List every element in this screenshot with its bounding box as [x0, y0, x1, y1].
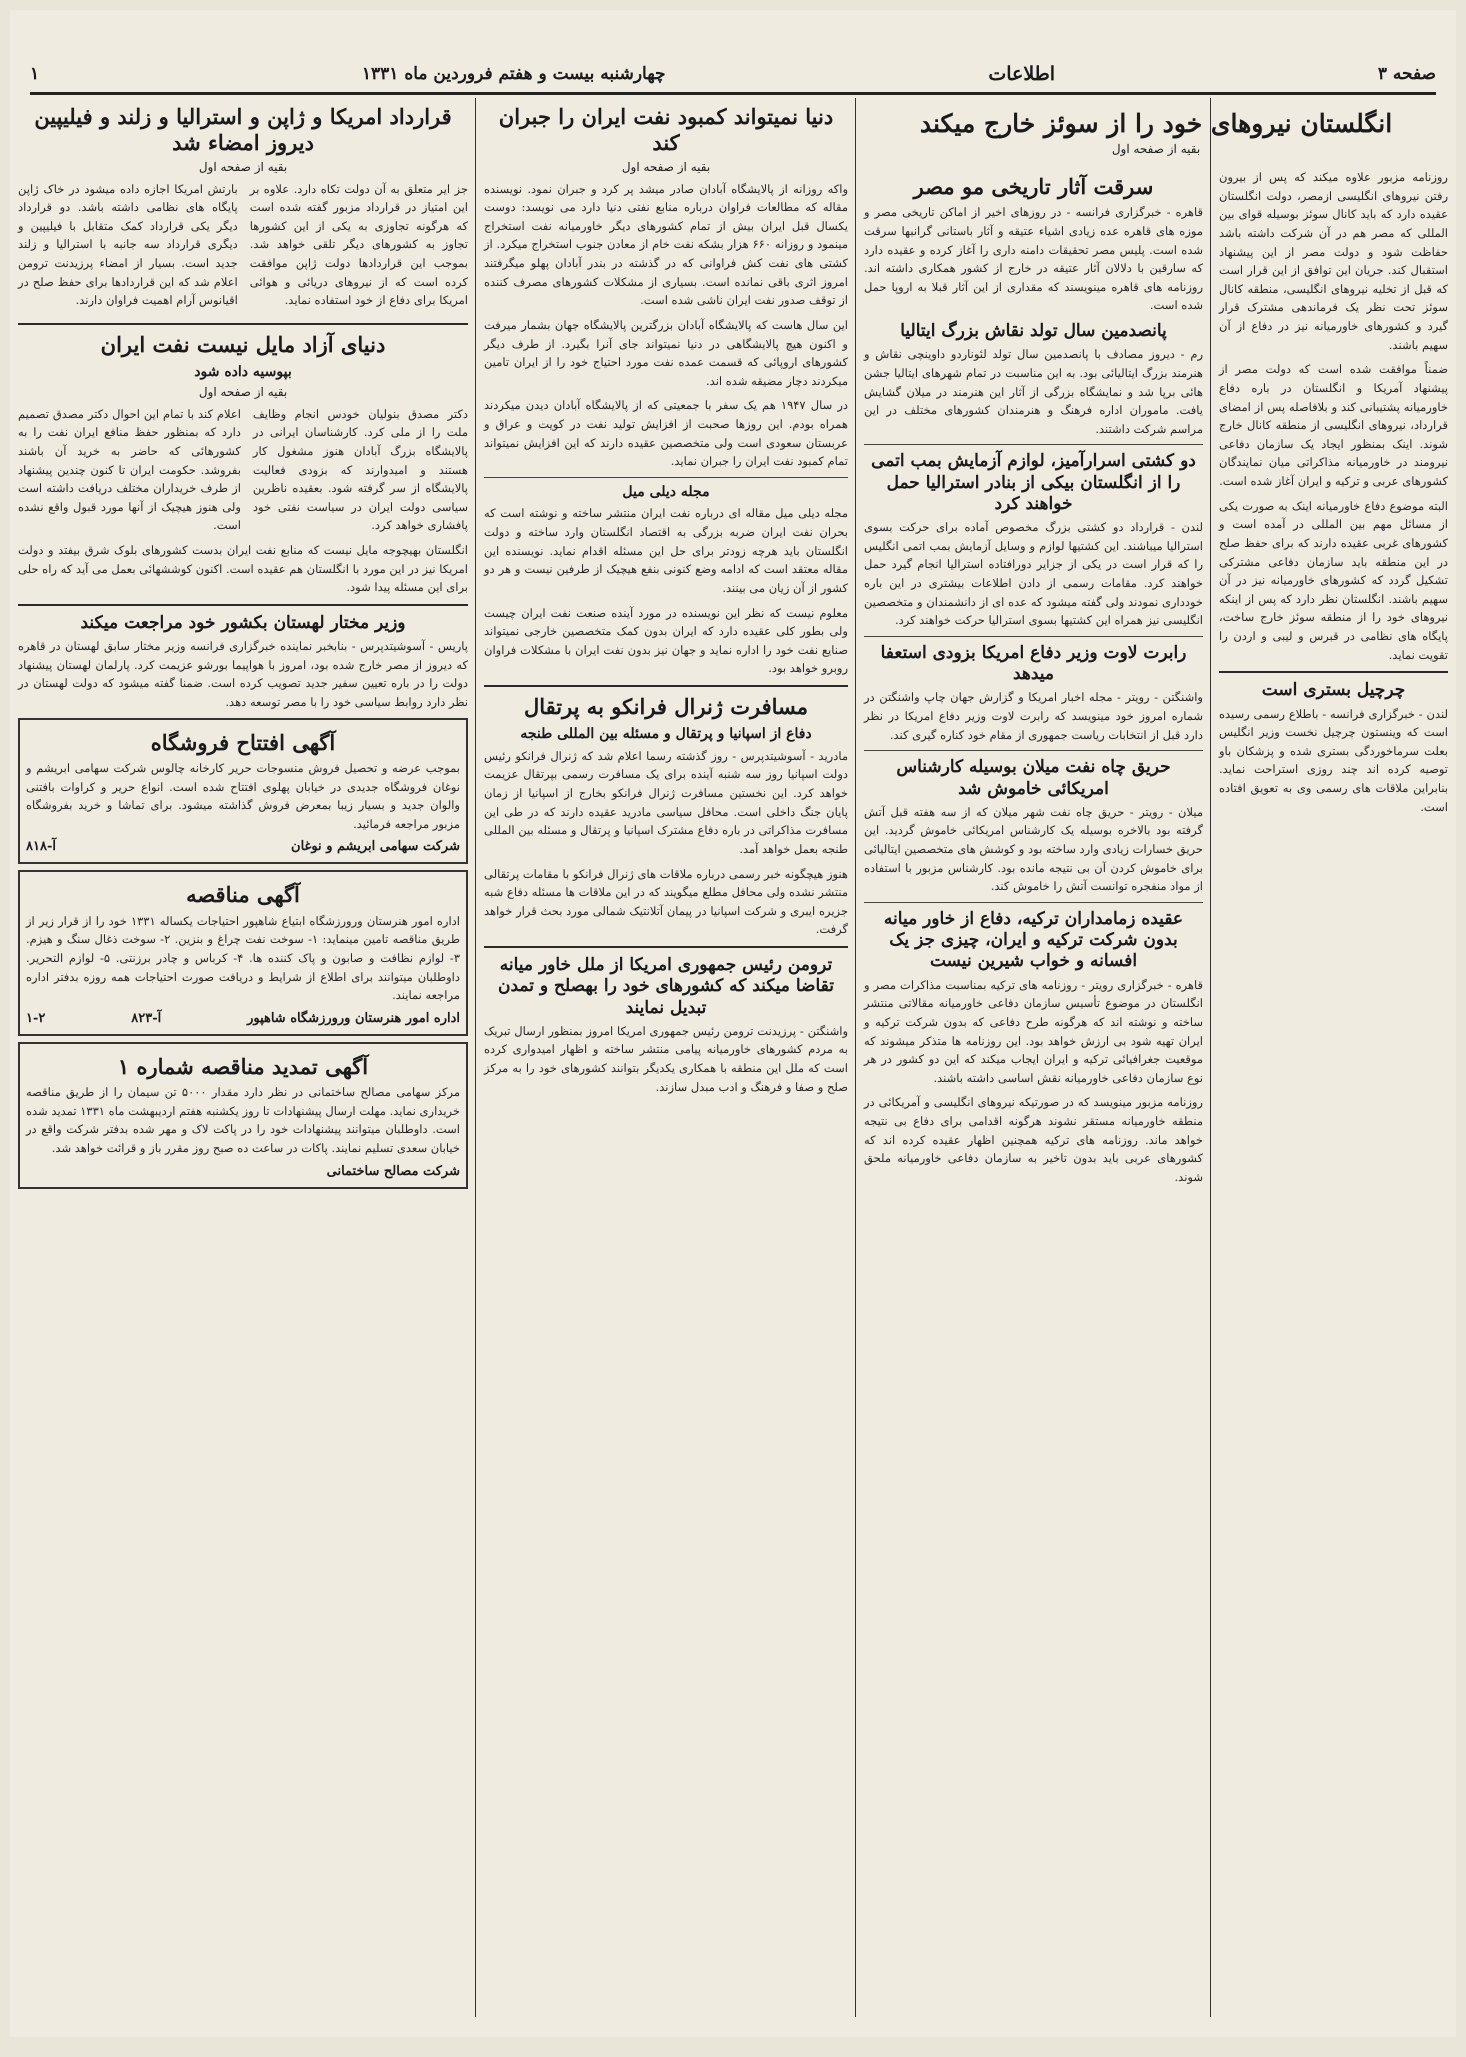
- article-body: انگلستان بهیچوجه مایل نیست که منابع نفت ایران بدست کشورهای بلوک شرق بیفتد و دولت امریکا نیز در این مورد با انگلستان هم عقیده است. اکنون کوششهائی بعمل می آید که راه حلی برای این مسئله پیدا شود.: [18, 543, 468, 595]
- article-body: دکتر مصدق بنولیان خودس انجام وظایف ملت را از ملی کرد. کارشناسان ایرانی در پالایشگاه بزرگ آبادان هنوز مشغول کار هستند و امیدوارند که بزودی فعالیت پالایشگاه از سر گرفته شود. بعقیده ناظرین سیاسی دولت ایران در سیاست نفتی خود پافشاری خواهد کرد.: [252, 406, 468, 533]
- ad-headline: آگهی تمدید مناقصه شماره ۱: [117, 1053, 369, 1079]
- article-headline: مجله دیلی میل: [622, 483, 710, 500]
- article-body: میلان - رویتر - حریق چاه نفت شهر میلان که از سه هفته قبل آتش گرفته بود بالاخره بوسیله یک کارشناس امریکائی خاموش گردید. این حریق خسارات زیادی وارد ساخته بود و کوشش های متخصصین ایتالیائی برای خاموش کردن آن بی نتیجه مانده بود. کارشناس مزبور با استفاده از مواد منفجره توانست آتش را خاموش کند.: [864, 804, 1203, 894]
- article-body: این سال هاست که پالایشگاه آبادان بزرگترین پالایشگاه جهان بشمار میرفت و اکنون هیچ پالایشگاهی در دنیا نمیتواند جای آنرا بگیرد. از طرف دیگر کشورهای اروپائی که قسمت عمده نفت مورد احتیاج خود را از ایران تامین میکردند دچار مضیقه شده اند.: [484, 317, 848, 388]
- article-headline: دنیای آزاد مایل نیست نفت ایران: [100, 331, 386, 357]
- article-body: مادرید - آسوشیتدپرس - روز گذشته رسما اعلام شد که ژنرال فرانکو رئیس دولت اسپانیا روز سه شنبه آینده برای یک مسافرت رسمی بپرتقال عزیمت خواهد کرد. این نخستین مسافرت ژنرال فرانکو بخارج از اسپانیا از زمان پایان جنگ داخلی است. محافل سیاسی مادرید عقیده دارند که در طی این مسافرت مذاکراتی در باره دفاع مشترک اسپانیا و پرتقال و مسئله بین المللی طنجه بعمل خواهد آمد.: [484, 748, 848, 856]
- ad-signer: اداره امور هنرستان ورورزشگاه شاهپور: [247, 1010, 460, 1026]
- article-headline: ترومن رئیس جمهوری امریکا از ملل خاور میانه تقاضا میکند که کشورهای خود را بهصلح و تمدن تبدیل نمایند: [498, 955, 834, 1018]
- article-body: واکه روزانه از پالایشگاه آبادان صادر میشد پر کرد و جبران نمود. نویسنده مقاله که مطالعات فراوان درباره منابع نفتی دنیا دارد می نویسد: دوست یکسال قبل ایران بیش از تمام کشورهای دیگر خاورمیانه نفت استخراج مینمود و روزانه ۶۶۰ هزار بشکه نفت خام از معادن جنوب استخراج میکرد. از کشتی های نفت کش فراوانی که در گذشته در بندر آبادان پهلو میگرفتند امروز اثری باقی نمانده است. بسیاری از مشکلات کشورهای مصرف کننده از توقف صدور نفت ایران ناشی شده است.: [484, 181, 848, 308]
- article-body: هنوز هیچگونه خبر رسمی درباره ملاقات های ژنرال فرانکو با مقامات پرتقالی منتشر نشده ولی محافل مطلع میگویند که در این ملاقات ها مسئله دفاع شبه جزیره ایبری و شرکت اسپانیا در پیمان آتلانتیک شمالی مورد بحث قرار خواهد گرفت.: [484, 866, 848, 937]
- article-headline: دنیا نمیتواند کمبود نفت ایران را جبران کند: [498, 104, 834, 156]
- article-subheadline: بپوسیه داده شود: [194, 364, 292, 381]
- masthead: [30, 56, 1436, 95]
- column-4: [10, 98, 476, 2017]
- ad-signer: شرکت سهامی ابریشم و نوغان: [291, 839, 460, 855]
- article-body: پاریس - آسوشیتدپرس - بنابخبر نماینده خبرگزاری فرانسه وزیر مختار سابق لهستان در قاهره که دیروز از مصر خارج شده بود، امروز با هواپیما بورشو عزیمت کرد. پارلمان لهستان پیشنهاد دولت را در باره تعیین سفیر جدید تصویب کرده است. ضمنا گفته میشود که دولت لهستان در نظر دارد روابط سیاسی خود را با مصر توسعه دهد.: [18, 639, 468, 709]
- ad-code: آ-۸۱۸: [26, 839, 56, 855]
- article-headline: مسافرت ژنرال فرانکو به پرتقال: [523, 694, 809, 719]
- article-body: واشنگتن - رویتر - مجله اخبار امریکا و گزارش جهان چاپ واشنگتن در شماره امروز خود مینویسد که رابرت لاوت وزیر دفاع امریکا در نظر دارد قبل از انتخابات ریاست جمهوری از مقام خود کناره گیری کند.: [864, 690, 1203, 742]
- ad-signature: [26, 1011, 460, 1026]
- issue-date: چهارشنبه بیست و هفتم فروردین ماه ۱۳۳۱: [361, 64, 666, 84]
- ad-body: اداره امور هنرستان ورورزشگاه ابتیاع شاهپور احتیاجات یکساله ۱۳۳۱ خود را از قرار زیر از طریق مناقصه تامین مینماید: ۱- سوخت نفت چراغ و بنزین. ۲- سوخت ذغال سنگ و هیزم. ۳- لوازم نظافت و صابون و پاک کننده ها. ۴- کرباس و چادر برزنتی. ۵- لوازم التحریر. داوطلبان میتوانند برای اطلاع از شرایط و دریافت صورت احتیاجات همه روزه بدفتر اداره مراجعه نمایند.: [26, 913, 461, 1003]
- newspaper-page: [10, 10, 1456, 2037]
- ad-body: مرکز سهامی مصالح ساختمانی در نظر دارد مقدار ۵۰۰۰ تن سیمان را از طریق مناقصه خریداری نماید. مهلت ارسال پیشنهادات تا روز یکشنبه هفتم اردیبهشت ماه ۱۳۳۱ تمدید شده است. داوطلبان میتوانند پیشنهادات خود را در پاکت لاک و مهر شده بدفتر شرکت واقع در خیابان سعدی تسلیم نمایند. پاکات در ساعت ده صبح روز مقرر باز و قرائت خواهد شد.: [26, 1085, 460, 1155]
- article-headline: عقیده زمامداران ترکیه، دفاع از خاور میانه بدون شرکت ترکیه و ایران، چیزی جز یک افسانه و خواب شیرین نیست: [883, 908, 1184, 972]
- article-headline: وزیر مختار لهستان بکشور خود مراجعت میکند: [80, 612, 406, 633]
- column-2: [856, 98, 1211, 2017]
- ad-count: ۱-۲: [26, 1010, 46, 1026]
- article-body: ضمناً موافقت شده است که دولت مصر از پیشنهاد آمریکا و انگلستان در باره دفاع خاورمیانه پشتیبانی کند و بلافاصله پس از امضای قرارداد، نیروهای انگلیسی از منطقه کانال خارج شوند. اینک بمنظور ایجاد یک سازمان دفاعی نیرومند در خاورمیانه مذاکراتی میان نمایندگان کشورهای عربی و ترکیه و ایران آغاز شده است.: [1219, 362, 1448, 488]
- article-body: روزنامه مزبور علاوه میکند که پس از بیرون رفتن نیروهای انگلیسی ازمصر، دولت انگلستان عقیده دارد که باید کانال سوئز بوسیله قوای بین المللی که مصر هم در آن شرکت داشته باشد حفاظت شود و دولت مصر از این پیشنهاد استقبال کند. جریان این توافق از این قرار است که قبل از تخلیه نیروهای انگلیسی، منطقه کانال سوئز تحت نظر یک فرماندهی مشترک قرار گیرد و کشورهای خاورمیانه نیز در دفاع از آن سهیم باشند.: [1219, 170, 1448, 352]
- ad-box: [18, 1042, 468, 1189]
- article-body: بارتش امریکا اجازه داده میشود در خاک ژاپن پایگاه های نظامی داشته باشد. دو قرارداد دیگر یکی قرارداد کمک متقابل با فیلیپین و دیگری قرارداد سه جانبه با استرالیا و زلند جدید است. بسیار از امضاء پرزیدنت ترومن اعلام شد که این قراردادها برای حفظ صلح در اقیانوس آرام اهمیت فراوان دارند.: [18, 181, 238, 308]
- article-body: روزنامه مزبور مینویسد که در صورتیکه نیروهای انگلیسی و آمریکائی در منطقه خاورمیانه مستقر نشوند هرگونه اقدامی برای دفاع بی نتیجه خواهد ماند. روزنامه های ترکیه همچنین اظهار عقیده کرده اند که کشورهای عربی باید بدون تاخیر به سازمان دفاعی خاورمیانه ملحق شوند.: [864, 1095, 1203, 1184]
- article-dek: بقیه از صفحه اول: [198, 159, 288, 174]
- article-headline: حریق چاه نفت میلان بوسیله کارشناس امریکائی خاموش شد: [896, 757, 1171, 799]
- column-3: [476, 98, 856, 2017]
- ad-signer: شرکت مصالح ساختمانی: [326, 1163, 460, 1179]
- article-headline: سرقت آثار تاریخی مو مصر: [913, 174, 1154, 199]
- article-dek: بقیه از صفحه اول: [198, 384, 288, 399]
- article-body: در سال ۱۹۴۷ هم یک سفر با جمعیتی که از پالایشگاه آبادان دیدن میکردند همراه بودم. این روزها صحبت از افزایش تولید نفت در کویت و عراق و عربستان سعودی است ولی متخصصین عقیده دارند که این افزایش نمیتواند تمام کمبود نفت ایران را جبران نماید.: [484, 398, 848, 469]
- article-body: مجله دیلی میل مقاله ای درباره نفت ایران منتشر ساخته و نوشته است که بحران نفت ایران ضربه بزرگی به اقتصاد انگلستان وارد ساخته و دولت انگلستان باید هرچه زودتر برای حل این مسئله اقدام نماید. نویسنده این مقاله معتقد است که ادامه وضع کنونی بنفع هیچیک از طرفین نیست و هر دو کشور از آن زیان می بینند.: [484, 506, 848, 595]
- article-body: رم - دیروز مصادف با پانصدمین سال تولد لئوناردو داوینچی نقاش و هنرمند بزرگ ایتالیائی بود. به این مناسبت در تمام شهرهای ایتالیا جشن هائی برپا شد و نمایشگاه بزرگی از آثار این هنرمند در میلان گشایش یافت. ماموران اداره فرهنگ و هنرمندان کشورهای مختلف در این مراسم شرکت داشتند.: [864, 347, 1203, 436]
- article-body: لندن - خبرگزاری فرانسه - باطلاع رسمی رسیده است که وینستون چرچیل نخست وزیر انگلیس بعلت سرماخوردگی بستری شده و پزشکان باو توصیه کرده اند چند روزی استراحت نماید. بنابراین ملاقات های رسمی وی به تعویق افتاده است.: [1219, 706, 1448, 814]
- article-headline: دو کشتی اسرارآمیز، لوازم آزمایش بمب اتمی را از انگلستان بیکی از بنادر استرالیا حمل خواهند کرد: [871, 451, 1196, 514]
- article-body: قاهره - خبرگزاری رویتر - روزنامه های ترکیه بمناسبت مذاکرات مصر و انگلستان در موضوع تأسیس سازمان دفاعی خاورمیانه مقالاتی منتشر ساخته و نوشته اند که هرگونه طرح دفاعی که بدون شرکت ترکیه و ایران تهیه شود بی ارزش خواهد بود. این روزنامه ها متذکر میشوند که موقعیت جغرافیائی ترکیه و ایران ایجاب میکند که این دو کشور در هر نوع سازمان دفاعی خاورمیانه نقش اساسی داشته باشند.: [864, 977, 1203, 1085]
- column-1: [1211, 98, 1456, 2017]
- article-body: اعلام کند با تمام این احوال دکتر مصدق تصمیم دارد که بمنظور حفظ منافع ایران نفت را به کشورهائی که حاضر به خرید آن باشند بفروشد. حکومت ایران تا کنون چندین پیشنهاد از طرف خریداران مختلف دریافت داشته است ولی هنوز هیچیک از آنها مورد قبول واقع نشده است.: [18, 406, 241, 533]
- ad-box: [18, 870, 468, 1035]
- article-body: واشنگتن - پرزیدنت ترومن رئیس جمهوری امریکا امروز بمنظور ارسال تبریک به مردم کشورهای خاورمیانه پیامی منتشر ساخته و اظهار امیدواری کرده است که ملل این منطقه با همکاری یکدیگر بتوانند کشورهای خود را به مرکز صلح و صفا و فرهنگ و ادب مبدل سازند.: [484, 1023, 848, 1094]
- ad-headline: آگهی مناقصه: [186, 882, 300, 908]
- ad-body: بموجب عرضه و تحصیل فروش منسوجات حریر کارخانه چالوس شرکت سهامی ابریشم و نوغان فروشگاه جدیدی در خیابان پهلوی افتتاح شده است. انواع حریر و کراوات بافتنی والوان جدید و بسیار زیبا بمعرض فروش گذاشته میشود. برای تماشا و خرید بفروشگاه مزبور مراجعه فرمائید.: [26, 760, 460, 831]
- article-headline: چرچیل بستری است: [1261, 680, 1406, 701]
- ad-code: آ-۸۲۳: [131, 1010, 162, 1026]
- ad-headline: آگهی افتتاح فروشگاه: [150, 729, 336, 755]
- lead-dek: بقیه از صفحه اول: [1111, 142, 1201, 157]
- ad-box: [18, 718, 468, 865]
- paper-name: اطلاعات: [988, 63, 1056, 85]
- article-headline: پانصدمین سال تولد نقاش بزرگ ایتالیا: [900, 321, 1167, 341]
- page-number: ۱: [30, 64, 40, 84]
- lead-headline: انگلستان نیروهای خود را از سوئز خارج میکند: [919, 109, 1393, 138]
- article-body: جز ایر متعلق به آن دولت تکاه دارد. علاوه بر این امتیاز در قرارداد مزبور گفته شده است که هرگونه تجاوزی به یکی از این کشورها تجاوز به کشورهای دیگر تلقی خواهد شد. بموجب این قراردادها دولت ژاپن موافقت کرده است که از نیروهای دریائی و هوائی امریکا برای دفاع از خود استفاده نماید.: [249, 181, 468, 308]
- article-body: البته موضوع دفاع خاورمیانه اینک به صورت یکی از مسائل مهم بین المللی در آمده است و کشورهای غربی عقیده دارند که برای حفظ صلح در این منطقه باید سازمان دفاعی مشترکی تشکیل گردد که کشورهای خاورمیانه نیز در آن سهیم باشند. انگلستان نظر دارد که پس از اینکه نیروهای خود را از منطقه سوئز خارج ساخت، پایگاه های نظامی در قبرس و لیبی و اردن را تقویت نماید.: [1219, 498, 1448, 662]
- article-headline: قرارداد امریکا و ژاپن و استرالیا و زلند و فیلیپین دیروز امضاء شد: [34, 104, 452, 156]
- article-body: لندن - قرارداد دو کشتی بزرگ مخصوص آماده برای حرکت بسوی استرالیا میباشند. این کشتیها لوازم و وسایل آزمایش بمب اتمی انگلیس را که قرار است در یکی از جزایر دورافتاده استرالیا انجام گیرد حمل خواهند کرد. مقامات رسمی از دادن اطلاعات بیشتری در این باره خودداری نمودند ولی گفته میشود که عده ای از دانشمندان و متخصصین انگلیسی نیز همراه این کشتیها بسوی استرالیا حرکت خواهند کرد.: [864, 520, 1203, 628]
- page-label: صفحه ۳: [1377, 64, 1436, 84]
- article-body: قاهره - خبرگزاری فرانسه - در روزهای اخیر از اماکن تاریخی مصر و موزه های قاهره عده زیادی اشیاء عتیقه و آثار باستانی گرانبها سرقت شده است. پلیس مصر تحقیقات دامنه داری را آغاز کرده و عقیده دارد که سارقین با دلالان آثار عتیقه در خارج از کشور همکاری داشته اند. روزنامه های قاهره مینویسند که مقداری از این آثار قبلا به اروپا حمل شده است.: [864, 205, 1203, 313]
- article-body: معلوم نیست که نظر این نویسنده در مورد آینده صنعت نفت ایران چیست ولی بطور کلی عقیده دارد که ایران بدون کمک متخصصین خارجی نمیتواند صنایع نفت خود را اداره نماید و جهان نیز بدون نفت ایران با مشکلات فراوان روبرو خواهد بود.: [484, 605, 848, 676]
- ad-signature: [26, 1164, 460, 1179]
- article-subheadline: دفاع از اسپانیا و پرتقال و مسئله بین المللی طنجه: [520, 726, 812, 743]
- ad-signature: [26, 839, 460, 854]
- article-dek: بقیه از صفحه اول: [621, 159, 711, 174]
- article-headline: رابرت لاوت وزیر دفاع امریکا بزودی استعفا میدهد: [880, 642, 1187, 685]
